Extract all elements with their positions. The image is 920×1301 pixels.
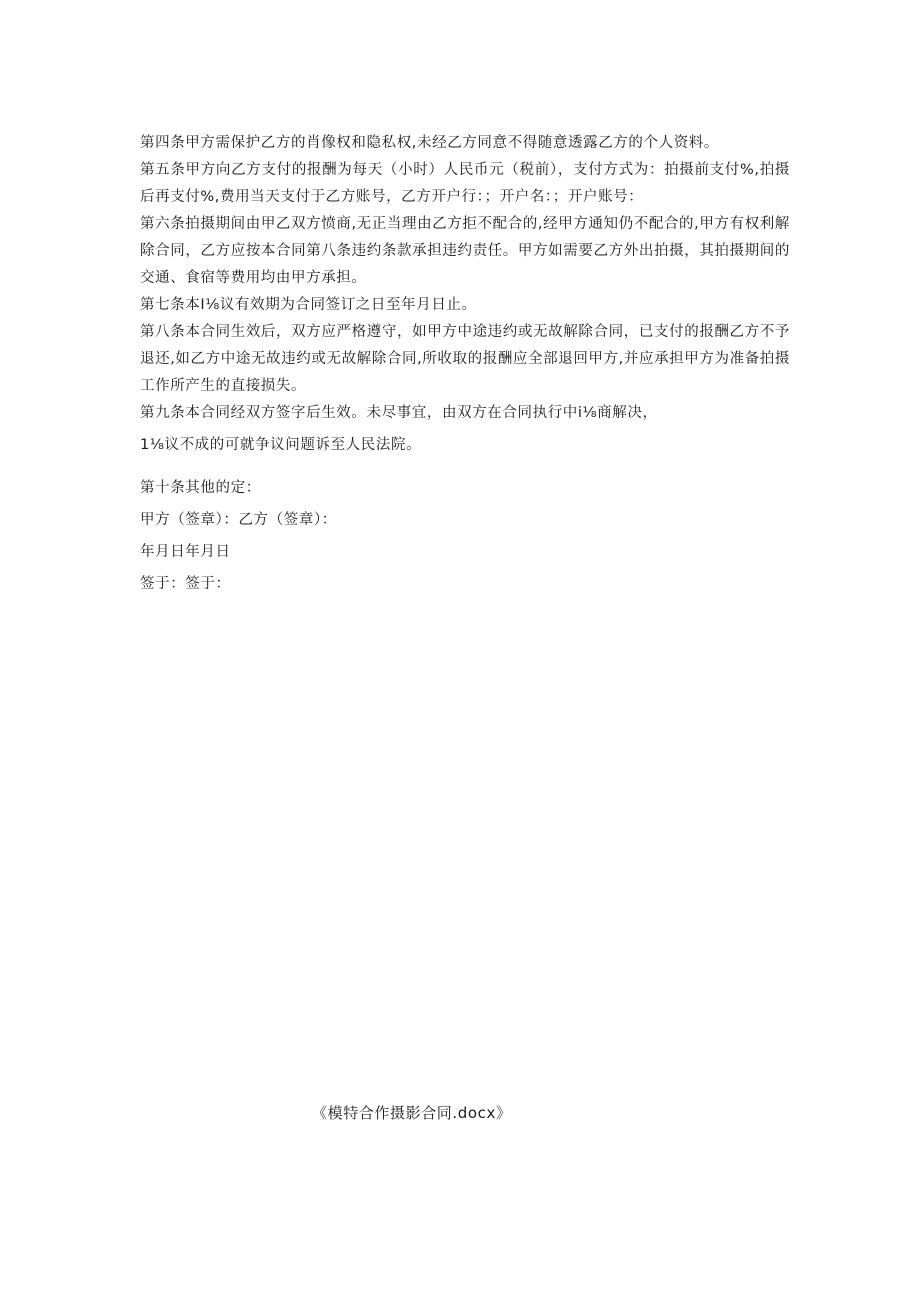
clause-5: 第五条甲方向乙方支付的报酬为每天（小时）人民币元（税前），支付方式为：拍摄前支付%,拍摄后再支付%,费用当天支付于乙方账号，乙方开户行：；开户名：；开户账号： xyxy=(140,162,790,205)
clause-4: 第四条甲方需保护乙方的肖像权和隐私权,未经乙方同意不得随意透露乙方的个人资料。 xyxy=(140,135,720,151)
clause-9: 第九条本合同经双方签字后生效。未尽事宜，由双方在合同执行中i⅛商解决， xyxy=(140,405,658,421)
clause-6: 第六条拍摄期间由甲乙双方愤商,无正当理由乙方拒不配合的,经甲方通知仍不配合的,甲方有权利解除合同，乙方应按本合同第八条违约条款承担违约责任。甲方如需要乙方外出拍摄，其拍摄期间的交通、食宿等费用均由甲方承担。 xyxy=(140,216,790,286)
clause-8: 第八条本合同生效后，双方应严格遵守，如甲方中途违约或无故解除合同，已支付的报酬乙方不予退还,如乙方中途无故违约或无故解除合同,所收取的报酬应全部退回甲方,并应承担甲方为准备拍摄工作所产生的直接损失。 xyxy=(140,324,790,394)
signature-dates: 年月日年月日 xyxy=(140,544,231,560)
signature-parties: 甲方（签章）：乙方（签章）： xyxy=(140,512,337,528)
clause-9-continued: 1⅛议不成的可就争议问题诉至人民法院。 xyxy=(140,437,422,453)
document-body xyxy=(140,130,790,598)
document-filename: 《模特合作摄影合同.docx》 xyxy=(312,1104,512,1122)
clause-7: 第七条本I⅛议有效期为合同签订之日至年月日止。 xyxy=(140,297,477,313)
signature-places: 签于：签于： xyxy=(140,576,231,592)
clause-10: 第十条其他的定： xyxy=(140,480,261,496)
